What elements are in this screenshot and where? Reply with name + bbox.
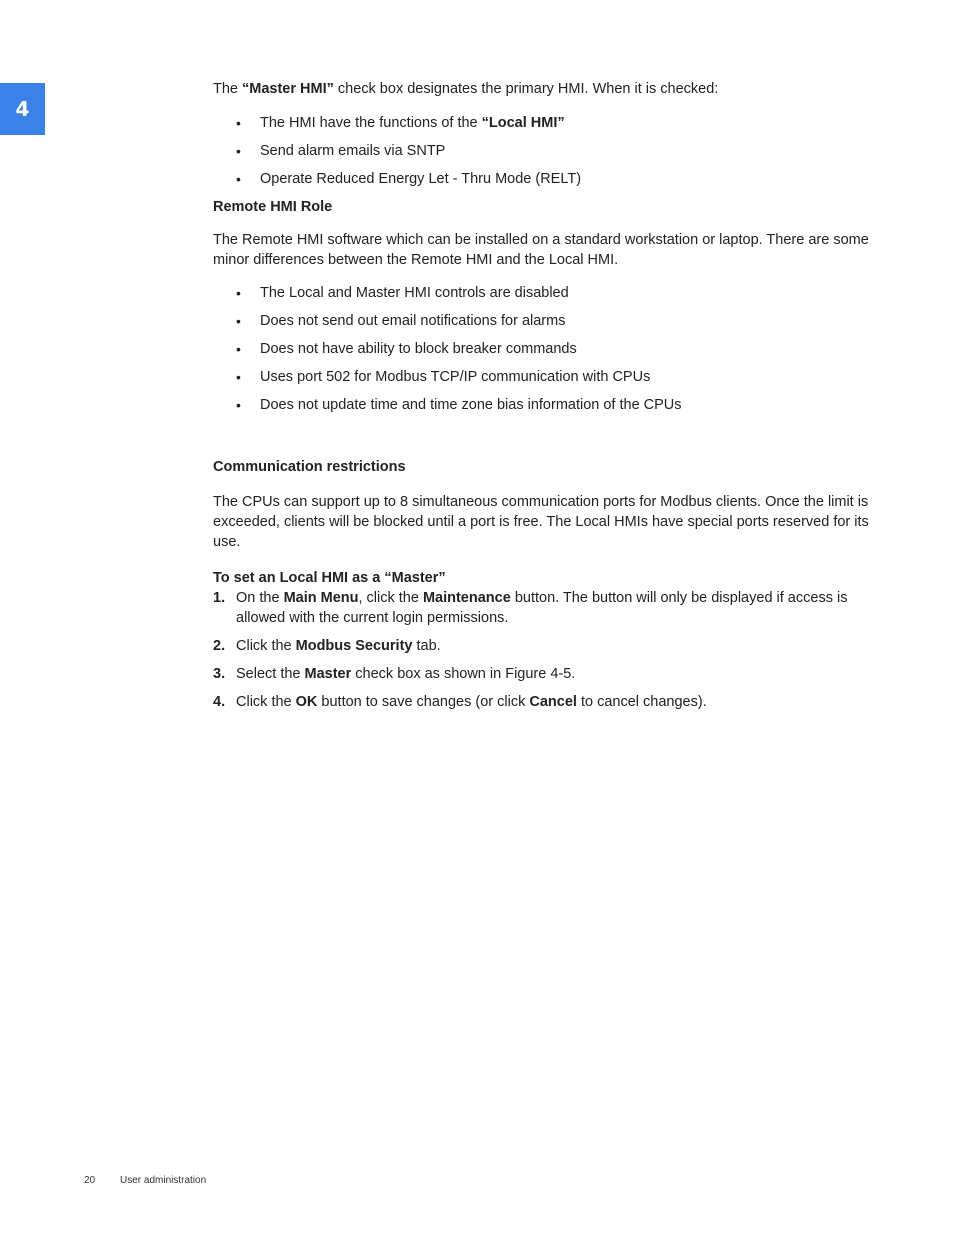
remote-hmi-heading: Remote HMI Role [213, 199, 333, 215]
communication-restrictions-paragraph: The CPUs can support up to 8 simultaneous communication ports for Modbus clients. Once the limit is exceeded, clients will be blocked until a port is free. The Local HMIs have special ports reserved for its use. [213, 494, 869, 550]
remote-hmi-paragraph: The Remote HMI software which can be installed on a standard workstation or laptop. There are some minor differences between the Remote HMI and the Local HMI. [213, 232, 869, 268]
remote-hmi-bullets [213, 283, 873, 415]
list-item: • Operate Reduced Energy Let - Thru Mode (RELT) [213, 169, 873, 189]
step-item: 2. Click the Modbus Security tab. [213, 638, 441, 654]
list-item: • Does not send out email notifications for alarms [213, 311, 873, 331]
list-item: • Does not have ability to block breaker commands [213, 339, 873, 359]
page-number: 20 [84, 1175, 96, 1186]
step-item: 4. Click the OK button to save changes (or click Cancel to cancel changes). [213, 694, 707, 710]
procedure-heading: To set an Local HMI as a “Master” [213, 570, 446, 586]
list-item: • Does not update time and time zone bias information of the CPUs [213, 395, 873, 415]
communication-restrictions-heading: Communication restrictions [213, 459, 406, 475]
list-item: • Send alarm emails via SNTP [213, 141, 873, 161]
page-content [213, 79, 873, 720]
footer-section-title: User administration [120, 1175, 207, 1186]
procedure-steps [213, 588, 873, 712]
list-item: • The HMI have the functions of the “Local HMI” [213, 113, 873, 133]
intro-paragraph: The “Master HMI” check box designates the primary HMI. When it is checked: [213, 81, 719, 97]
step-item: 1. On the Main Menu, click the Maintenance button. The button will only be displayed if access is allowed with the current login permissions. [213, 590, 848, 626]
step-item: 3. Select the Master check box as shown in Figure 4-5. [213, 666, 576, 682]
page-footer [84, 1175, 206, 1187]
list-item: • The Local and Master HMI controls are disabled [213, 283, 873, 303]
master-hmi-bullets [213, 113, 873, 189]
list-item: • Uses port 502 for Modbus TCP/IP communication with CPUs [213, 367, 873, 387]
chapter-tab: 4 [0, 83, 45, 135]
